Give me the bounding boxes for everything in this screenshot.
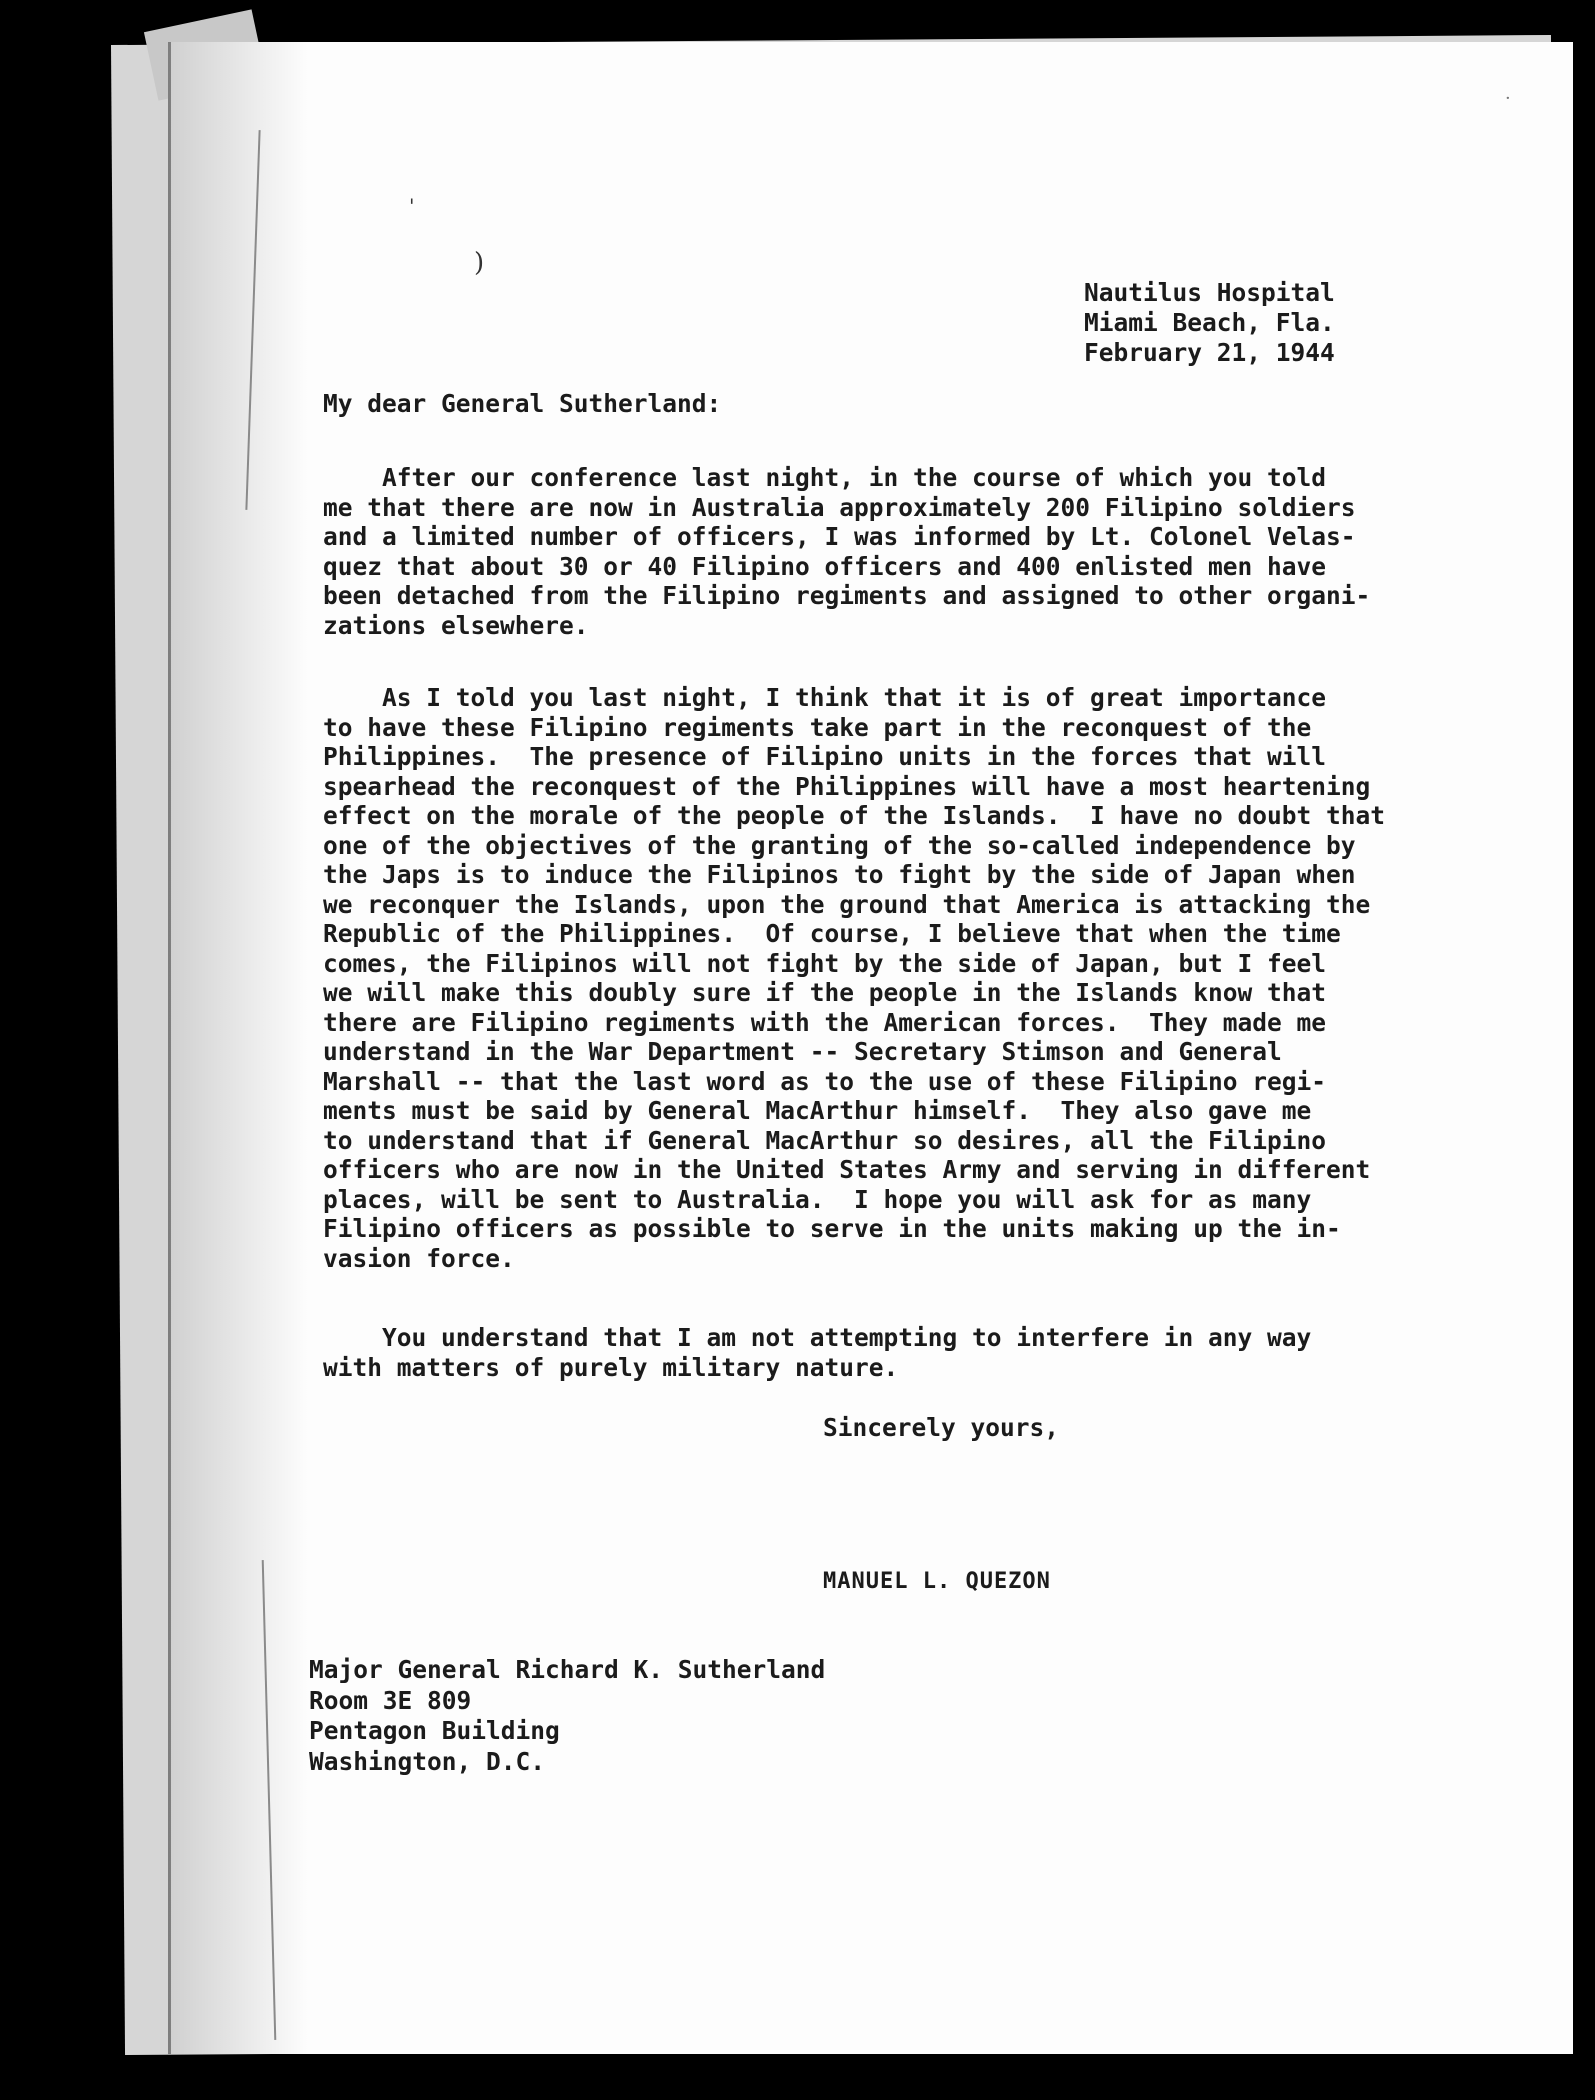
letter-date: February 21, 1944 [1084,338,1335,367]
paragraph-line: As I told you last night, I think that it is of great importance [323,683,1327,712]
closing: Sincerely yours, [823,1413,1060,1442]
paragraph-line: to understand that if General MacArthur so desires, all the Filipino [323,1125,1327,1155]
sender-address [1084,278,1335,368]
paragraph-line: You understand that I am not attempting to interfere in any way [323,1323,1312,1352]
paragraph-line: quez that about 30 or 40 Filipino officers and 400 enlisted men have [323,551,1327,581]
paragraph-line: the Japs is to induce the Filipinos to fight by the side of Japan when [323,860,1356,889]
paragraph-line: zations elsewhere. [323,610,589,640]
stray-mark: ' [409,194,415,218]
paragraph-line: there are Filipino regiments with the American forces. They made me [323,1007,1327,1037]
paragraph-2 [323,683,1385,1273]
paragraph-line: places, will be sent to Australia. I hope you will ask for as many [323,1184,1312,1214]
paragraph-3 [323,1323,1311,1382]
stray-mark: ) [474,248,485,278]
stray-mark: · [1505,88,1511,109]
paragraph-line: Marshall -- that the last word as to the use of these Filipino regi- [323,1066,1327,1096]
paragraph-line: Filipino officers as possible to serve in the units making up the in- [323,1214,1341,1243]
paragraph-line: we reconquer the Islands, upon the ground that America is attacking the [323,889,1371,919]
recipient-city: Washington, D.C. [309,1746,546,1776]
sender-location: Nautilus Hospital [1084,278,1335,307]
paragraph-line: one of the objectives of the granting of the so-called independence by [323,830,1356,860]
paragraph-line: effect on the morale of the people of the Islands. I have no doubt that [323,801,1386,830]
paragraph-line: we will make this doubly sure if the people in the Islands know that [323,978,1327,1007]
paragraph-line: me that there are now in Australia approximately 200 Filipino soldiers [323,492,1356,522]
paragraph-line: Philippines. The presence of Filipino units in the forces that will [323,742,1327,771]
paragraph-line: understand in the War Department -- Secretary Stimson and General [323,1037,1282,1066]
sender-city: Miami Beach, Fla. [1084,308,1335,337]
salutation: My dear General Sutherland: [323,389,722,418]
paragraph-line: to have these Filipino regiments take part in the reconquest of the [323,712,1312,742]
signature-name: MANUEL L. QUEZON [823,1569,1051,1594]
paragraph-line: and a limited number of officers, I was informed by Lt. Colonel Velas- [323,522,1356,551]
paragraph-line: been detached from the Filipino regiments and assigned to other organi- [323,581,1371,610]
recipient-address [309,1655,825,1777]
recipient-room: Room 3E 809 [309,1685,472,1715]
recipient-name: Major General Richard K. Sutherland [309,1655,826,1684]
paragraph-line: ments must be said by General MacArthur himself. They also gave me [323,1096,1312,1125]
paragraph-line: comes, the Filipinos will not fight by the side of Japan, but I feel [323,948,1327,978]
paragraph-line: officers who are now in the United States Army and serving in different [323,1155,1371,1184]
recipient-building: Pentagon Building [309,1716,560,1745]
paragraph-1 [323,463,1370,640]
paragraph-line: spearhead the reconquest of the Philippines will have a most heartening [323,771,1371,801]
paragraph-line: Republic of the Philippines. Of course, I believe that when the time [323,919,1341,948]
paragraph-line: After our conference last night, in the course of which you told [323,463,1327,492]
paragraph-line: vasion force. [323,1243,515,1273]
paragraph-line: with matters of purely military nature. [323,1352,899,1382]
